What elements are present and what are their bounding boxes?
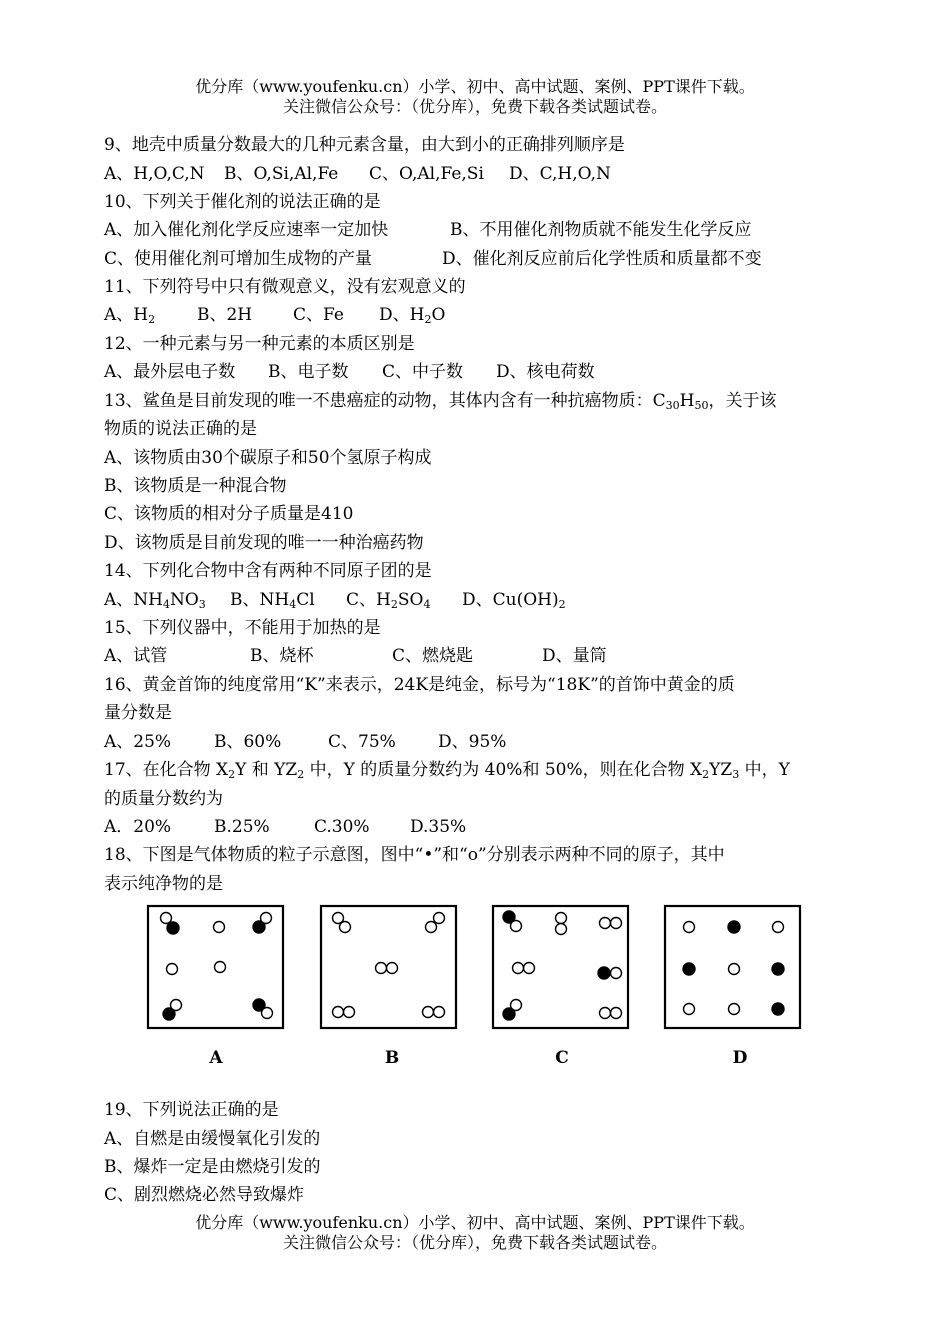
- q17-option-d: D.35%: [410, 817, 467, 837]
- q12-option-a: A、最外层电子数: [104, 362, 236, 382]
- q16-option-a: A、25%: [104, 732, 172, 752]
- box-b-particles: [333, 913, 445, 1018]
- particle-diagram: [140, 896, 820, 1076]
- q13-option-a: A、该物质由30个碳原子和50个氢原子构成: [104, 448, 432, 468]
- q15-option-d: D、量筒: [542, 646, 607, 666]
- q10-stem: 10、下列关于催化剂的说法正确的是: [104, 192, 381, 212]
- q9-option-d: D、C,H,O,N: [509, 164, 611, 184]
- q19-stem: 19、下列说法正确的是: [104, 1100, 279, 1120]
- box-d-label: D: [732, 1048, 748, 1068]
- q17-option-c: C.30%: [314, 817, 370, 837]
- q17-stem-line1: 17、在化合物 $X_2Y$ 和 $YZ_2$ 中，Y 的质量分数约为 40%和 50%，则在化合物 $X_2YZ_3$ 中，Y: [104, 760, 790, 781]
- q19-option-b: B、爆炸一定是由燃烧引发的: [104, 1157, 321, 1177]
- header-line-1: 优分库（www.youfenku.cn）小学、初中、高中试题、案例、PPT课件下载。: [195, 77, 755, 96]
- q15-option-c: C、燃烧匙: [392, 646, 474, 666]
- q10-option-c: C、使用催化剂可增加生成物的产量: [104, 249, 373, 269]
- footer-line-1: 优分库（www.youfenku.cn）小学、初中、高中试题、案例、PPT课件下载。: [195, 1213, 755, 1232]
- q19-option-c: C、剧烈燃烧必然导致爆炸: [104, 1185, 305, 1205]
- q18-stem-line2: 表示纯净物的是: [104, 874, 223, 894]
- q15-option-b: B、烧杯: [250, 646, 314, 666]
- q13-stem-line2: 物质的说法正确的是: [104, 419, 257, 439]
- q17-options: [104, 816, 466, 838]
- q14-options: [104, 589, 566, 611]
- box-d-particles: [683, 921, 784, 1015]
- q19-option-a: A、自燃是由缓慢氧化引发的: [104, 1129, 321, 1149]
- q15-stem: 15、下列仪器中，不能用于加热的是: [104, 618, 381, 638]
- q11-stem: 11、下列符号中只有微观意义，没有宏观意义的: [104, 277, 466, 297]
- q13-stem-line1: 13、鲨鱼是目前发现的唯一不患癌症的动物，其体内含有一种抗癌物质：$C_{30}H_{50}$，关于该: [104, 391, 777, 412]
- q10-option-b: B、不用催化剂物质就不能发生化学反应: [450, 220, 752, 240]
- q17-option-a: A．20%: [104, 817, 172, 837]
- box-a-particles: [161, 913, 273, 1021]
- q14-option-b: B、$NH_4Cl$: [230, 590, 315, 611]
- q11-option-d: D、$H_2O$: [379, 305, 446, 326]
- q17-option-b: B.25%: [214, 817, 270, 837]
- q13-option-d: D、该物质是目前发现的唯一一种治癌药物: [104, 533, 424, 553]
- q18-stem-line1: 18、下图是气体物质的粒子示意图，图中“•”和“o”分别表示两种不同的原子，其中: [104, 845, 725, 865]
- q11-option-a: A、$H_2$: [104, 305, 156, 326]
- q16-option-c: C、75%: [328, 732, 396, 752]
- box-b-label: B: [384, 1048, 400, 1068]
- q13-option-b: B、该物质是一种混合物: [104, 476, 287, 496]
- footer-line-2: 关注微信公众号：（优分库），免费下载各类试题试卷。: [282, 1233, 667, 1252]
- q9-option-a: A、H,O,C,N: [104, 164, 205, 184]
- q10-options-row2: [104, 248, 762, 270]
- q12-stem: 12、一种元素与另一种元素的本质区别是: [104, 334, 415, 354]
- q14-stem: 14、下列化合物中含有两种不同原子团的是: [104, 561, 432, 581]
- q16-options: [104, 731, 506, 753]
- q10-option-a: A、加入催化剂化学反应速率一定加快: [104, 220, 389, 240]
- q9-options: [104, 163, 611, 185]
- q14-option-a: A、$NH_4NO_3$: [104, 590, 206, 611]
- q12-options: [104, 361, 595, 383]
- q14-option-d: D、$Cu(OH)_2$: [462, 590, 566, 611]
- box-c-label: C: [555, 1048, 569, 1068]
- q15-options: [104, 645, 607, 667]
- q15-option-a: A、试管: [104, 646, 168, 666]
- q17-stem-line2: 的质量分数约为: [104, 789, 223, 809]
- q11-options: [104, 304, 445, 326]
- q9-option-c: C、O,Al,Fe,Si: [369, 164, 484, 184]
- q12-option-d: D、核电荷数: [496, 362, 595, 382]
- q9-stem: 9、地壳中质量分数最大的几种元素含量，由大到小的正确排列顺序是: [104, 135, 625, 155]
- q11-option-c: C、Fe: [293, 305, 344, 325]
- q16-option-b: B、60%: [214, 732, 282, 752]
- header-line-2: 关注微信公众号：（优分库），免费下载各类试题试卷。: [282, 97, 667, 116]
- q13-option-c: C、该物质的相对分子质量是410: [104, 504, 354, 524]
- particle-diagram-svg: [140, 896, 820, 1076]
- box-c-particles: [503, 911, 622, 1020]
- q10-options-row1: [104, 219, 752, 241]
- q11-option-b: B、2H: [197, 305, 253, 325]
- box-a-label: A: [209, 1048, 223, 1068]
- q12-option-b: B、电子数: [268, 362, 349, 382]
- q12-option-c: C、中子数: [382, 362, 464, 382]
- q16-stem-line1: 16、黄金首饰的纯度常用“K”来表示，24K是纯金，标号为“18K”的首饰中黄金的质: [104, 675, 735, 695]
- q10-option-d: D、催化剂反应前后化学性质和质量都不变: [442, 249, 762, 269]
- q9-option-b: B、O,Si,Al,Fe: [224, 164, 339, 184]
- q16-option-d: D、95%: [438, 732, 507, 752]
- q16-stem-line2: 量分数是: [104, 703, 172, 723]
- q14-option-c: C、$H_2SO_4$: [346, 590, 431, 611]
